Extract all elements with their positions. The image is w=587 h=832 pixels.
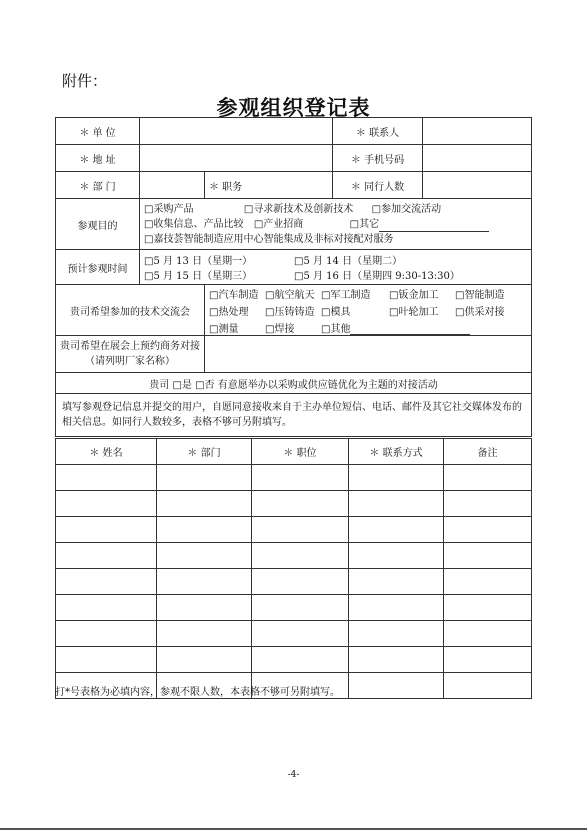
cell[interactable] [349, 647, 444, 673]
position-label: ＊ 职务 [209, 181, 243, 193]
cell[interactable] [252, 595, 349, 621]
cell[interactable] [56, 465, 157, 491]
purpose-option-info[interactable]: □收集信息、产品比较 [144, 218, 244, 230]
companions-field[interactable] [423, 172, 532, 199]
cell[interactable] [252, 465, 349, 491]
unit-field[interactable] [140, 118, 333, 145]
cell[interactable] [349, 673, 444, 699]
table-row [56, 569, 532, 595]
tech-item[interactable]: □测量 [209, 323, 239, 335]
tech-item[interactable]: □热处理 [209, 306, 249, 318]
table-row [56, 543, 532, 569]
table-row [56, 621, 532, 647]
purpose-option-buy[interactable]: □采购产品 [144, 203, 194, 215]
purpose-other-underline[interactable] [379, 221, 489, 232]
phone-label: ＊ 手机号码 [333, 145, 423, 172]
cell[interactable] [444, 621, 532, 647]
intent-row[interactable]: 贵司 □是 □否 有意愿举办以采购或供应链优化为主题的对接活动 [56, 373, 532, 394]
cell[interactable] [349, 465, 444, 491]
cell[interactable] [56, 491, 157, 517]
tech-item[interactable]: □汽车制造 [209, 289, 259, 301]
cell[interactable] [444, 465, 532, 491]
visit-time-label: 预计参观时间 [56, 250, 140, 285]
cell[interactable] [157, 621, 252, 647]
people-header-note: 备注 [444, 439, 532, 465]
footnote: 打*号表格为必填内容，参观不限人数，本表格不够可另附填写。 [55, 687, 340, 698]
cell[interactable] [444, 673, 532, 699]
visit-day-3[interactable]: □5 月 15 日（星期三） [144, 271, 253, 282]
people-table [55, 438, 532, 699]
visit-day-4[interactable]: □5 月 16 日（星期四 9:30-13:30） [294, 271, 460, 282]
people-header-dept: ＊ 部门 [157, 439, 252, 465]
purpose-option-invest[interactable]: □产业招商 [253, 218, 304, 230]
cell[interactable] [349, 543, 444, 569]
contact-label: ＊ 联系人 [333, 118, 423, 145]
tech-other-underline[interactable] [350, 324, 470, 335]
position-cell[interactable] [205, 172, 333, 199]
table-row [56, 517, 532, 543]
people-header-contact: ＊ 联系方式 [349, 439, 444, 465]
meeting-field[interactable] [205, 336, 532, 373]
cell[interactable] [444, 517, 532, 543]
cell[interactable] [444, 543, 532, 569]
cell[interactable] [444, 491, 532, 517]
cell[interactable] [252, 517, 349, 543]
tech-label: 贵司希望参加的技术交流会 [56, 285, 205, 336]
cell[interactable] [157, 569, 252, 595]
tech-item[interactable]: □焊接 [265, 323, 295, 335]
table-row [56, 465, 532, 491]
address-label: ＊ 地 址 [56, 145, 140, 172]
people-header-position: ＊ 职位 [252, 439, 349, 465]
tech-item[interactable]: □智能制造 [455, 289, 505, 301]
tech-item[interactable]: □供采对接 [455, 306, 505, 318]
visit-day-1[interactable]: □5 月 13 日（星期一） [144, 256, 253, 267]
cell[interactable] [252, 491, 349, 517]
cell[interactable] [56, 569, 157, 595]
tech-item[interactable]: □叶轮加工 [389, 306, 439, 318]
cell[interactable] [252, 543, 349, 569]
cell[interactable] [349, 491, 444, 517]
cell[interactable] [157, 491, 252, 517]
cell[interactable] [252, 569, 349, 595]
companions-label: ＊ 同行人数 [333, 172, 423, 199]
cell[interactable] [157, 647, 252, 673]
address-field[interactable] [140, 145, 333, 172]
purpose-label: 参观目的 [56, 199, 140, 250]
cell[interactable] [349, 621, 444, 647]
tech-item[interactable]: □压铸铸造 [265, 306, 315, 318]
purpose-option-other[interactable]: □其它 [349, 218, 380, 230]
dept-field[interactable] [140, 172, 205, 199]
tech-item[interactable]: □其他 [321, 323, 351, 335]
page-bottom-divider [0, 828, 587, 830]
cell[interactable] [252, 621, 349, 647]
people-header-name: ＊ 姓名 [56, 439, 157, 465]
tech-item[interactable]: □模具 [321, 306, 351, 318]
purpose-option-matching[interactable]: □嘉技荟智能制造应用中心智能集成及非标对接配对服务 [144, 233, 394, 245]
cell[interactable] [56, 595, 157, 621]
visit-day-2[interactable]: □5 月 14 日（星期二） [294, 256, 403, 267]
tech-other[interactable] [321, 320, 517, 335]
purpose-option-exchange[interactable]: □参加交流活动 [371, 203, 442, 215]
cell[interactable] [444, 647, 532, 673]
cell[interactable] [444, 595, 532, 621]
tech-item[interactable]: □军工制造 [321, 289, 371, 301]
page-number: -4- [287, 770, 300, 780]
unit-label: ＊ 单 位 [56, 118, 140, 145]
consent-text: 填写参观登记信息并提交的用户，自愿同意接收来自于主办单位短信、电话、邮件及其它社交媒体发布的相关信息。如同行人数较多，表格不够可另附填写。 [56, 394, 532, 437]
registration-table [55, 117, 532, 437]
cell[interactable] [157, 595, 252, 621]
cell[interactable] [157, 465, 252, 491]
attachment-label: 附件： [62, 72, 108, 90]
table-row [56, 491, 532, 517]
cell[interactable] [56, 543, 157, 569]
contact-field[interactable] [423, 118, 532, 145]
table-row [56, 595, 532, 621]
cell[interactable] [349, 517, 444, 543]
purpose-options [140, 199, 532, 250]
tech-options [205, 285, 532, 336]
cell[interactable] [56, 517, 157, 543]
dept-label: ＊ 部 门 [56, 172, 140, 199]
table-row [56, 647, 532, 673]
tech-item[interactable]: □航空航天 [265, 289, 315, 301]
cell[interactable] [157, 517, 252, 543]
cell[interactable] [349, 569, 444, 595]
cell[interactable] [444, 569, 532, 595]
visit-time-options [140, 250, 532, 285]
cell[interactable] [56, 621, 157, 647]
form-title: 参观组织登记表 [216, 95, 371, 120]
cell[interactable] [252, 647, 349, 673]
tech-item[interactable]: □钣金加工 [389, 289, 439, 301]
cell[interactable] [157, 543, 252, 569]
cell[interactable] [56, 647, 157, 673]
purpose-option-tech[interactable]: □寻求新技术及创新技术 [243, 203, 354, 215]
meeting-label: 贵司希望在展会上预约商务对接（请列明厂家名称） [56, 336, 205, 373]
phone-field[interactable] [423, 145, 532, 172]
cell[interactable] [349, 595, 444, 621]
